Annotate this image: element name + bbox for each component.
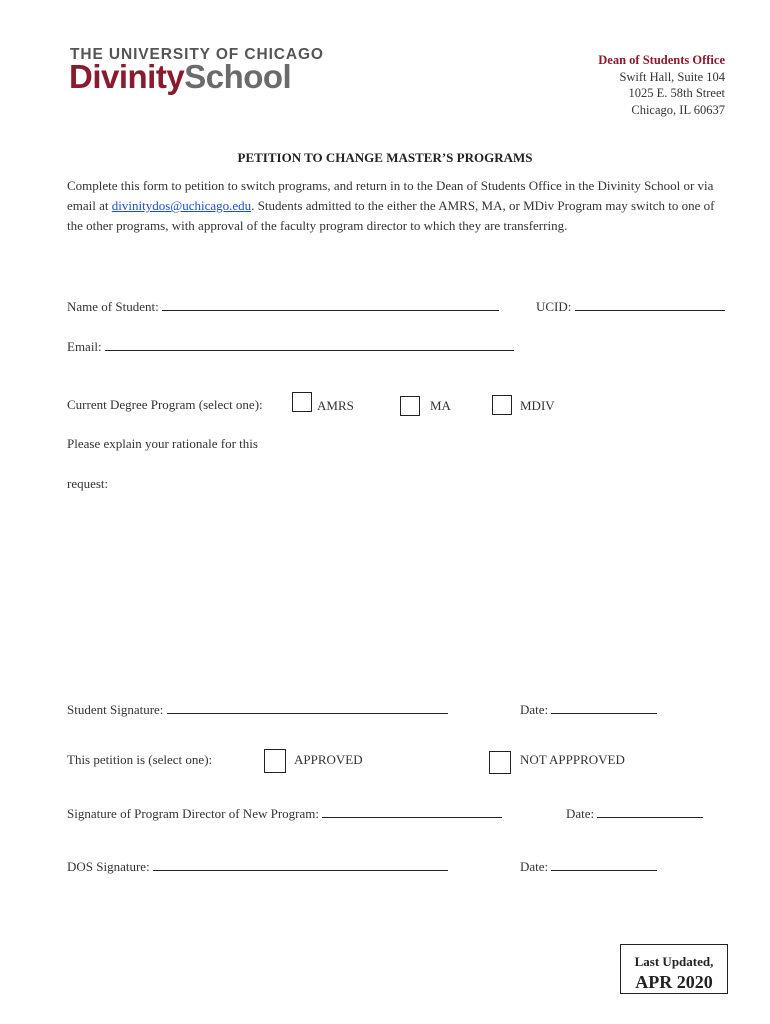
university-name: THE UNIVERSITY OF CHICAGO: [70, 46, 324, 63]
dos-signature-line[interactable]: [153, 858, 448, 871]
dos-email-link[interactable]: divinitydos@uchicago.edu: [111, 198, 252, 213]
student-name-field: [67, 298, 499, 315]
dos-date-line[interactable]: [551, 858, 657, 871]
rationale-label-line-2: request:: [67, 476, 109, 491]
student-signature-line[interactable]: [167, 701, 448, 714]
director-date-line[interactable]: [597, 805, 703, 818]
last-updated-badge: [620, 944, 728, 994]
not-approved-option-label: NOT APPPROVED: [520, 752, 625, 767]
office-name: Dean of Students Office: [598, 53, 725, 67]
dos-signature-field: [67, 858, 448, 875]
mdiv-option-label: MDIV: [520, 398, 555, 413]
rationale-label-line-1: Please explain your rationale for this: [67, 436, 258, 451]
divinity-school-logo: [69, 58, 291, 96]
ma-checkbox[interactable]: [400, 396, 420, 416]
intro-text-1: Complete this form to petition to switch programs, and return in to the Dean of Students Office in the Divinity School or via email at: [67, 178, 714, 213]
approved-option-label: APPROVED: [294, 752, 363, 767]
student-date-label: Date:: [520, 702, 549, 717]
amrs-option-label: AMRS: [317, 398, 354, 413]
last-updated-date: APR 2020: [635, 972, 713, 992]
dos-date-label: Date:: [520, 859, 549, 874]
logo-school-text: School: [184, 58, 292, 95]
student-name-input-line[interactable]: [162, 298, 499, 311]
student-name-label: Name of Student:: [67, 299, 159, 314]
approved-checkbox[interactable]: [264, 749, 286, 773]
petition-status-label: This petition is (select one):: [67, 752, 213, 767]
rationale-text-area[interactable]: [67, 500, 727, 680]
email-label: Email:: [67, 339, 102, 354]
director-signature-label: Signature of Program Director of New Program:: [67, 806, 319, 821]
student-date-line[interactable]: [551, 701, 657, 714]
student-signature-label: Student Signature:: [67, 702, 164, 717]
student-date-field: [520, 701, 657, 718]
ucid-field: [536, 298, 725, 315]
amrs-checkbox[interactable]: [292, 392, 312, 412]
office-address: [598, 52, 725, 118]
not-approved-checkbox[interactable]: [489, 751, 511, 774]
address-line-3: Chicago, IL 60637: [631, 102, 725, 117]
current-program-label: Current Degree Program (select one):: [67, 397, 263, 412]
ucid-label: UCID:: [536, 299, 572, 314]
ma-option-label: MA: [430, 398, 451, 413]
intro-text-2: . Students admitted to the either the AMRS, MA, or MDiv Program may switch to one of the other programs, with approval of the faculty program director to which they are transferring.: [67, 198, 715, 233]
director-signature-field: [67, 805, 502, 822]
email-input-line[interactable]: [105, 338, 514, 351]
student-signature-field: [67, 701, 448, 718]
mdiv-checkbox[interactable]: [492, 395, 512, 415]
director-signature-line[interactable]: [322, 805, 502, 818]
ucid-input-line[interactable]: [575, 298, 725, 311]
address-line-2: 1025 E. 58th Street: [628, 86, 725, 100]
address-line-1: Swift Hall, Suite 104: [619, 69, 725, 84]
director-date-field: [566, 805, 703, 822]
form-title: PETITION TO CHANGE MASTER’S PROGRAMS: [237, 150, 533, 165]
last-updated-label: Last Updated,: [634, 954, 714, 969]
dos-signature-label: DOS Signature:: [67, 859, 150, 874]
dos-date-field: [520, 858, 657, 875]
email-field: [67, 338, 514, 355]
intro-paragraph: [67, 176, 727, 236]
logo-divinity-text: Divinity: [69, 58, 185, 95]
director-date-label: Date:: [566, 806, 595, 821]
